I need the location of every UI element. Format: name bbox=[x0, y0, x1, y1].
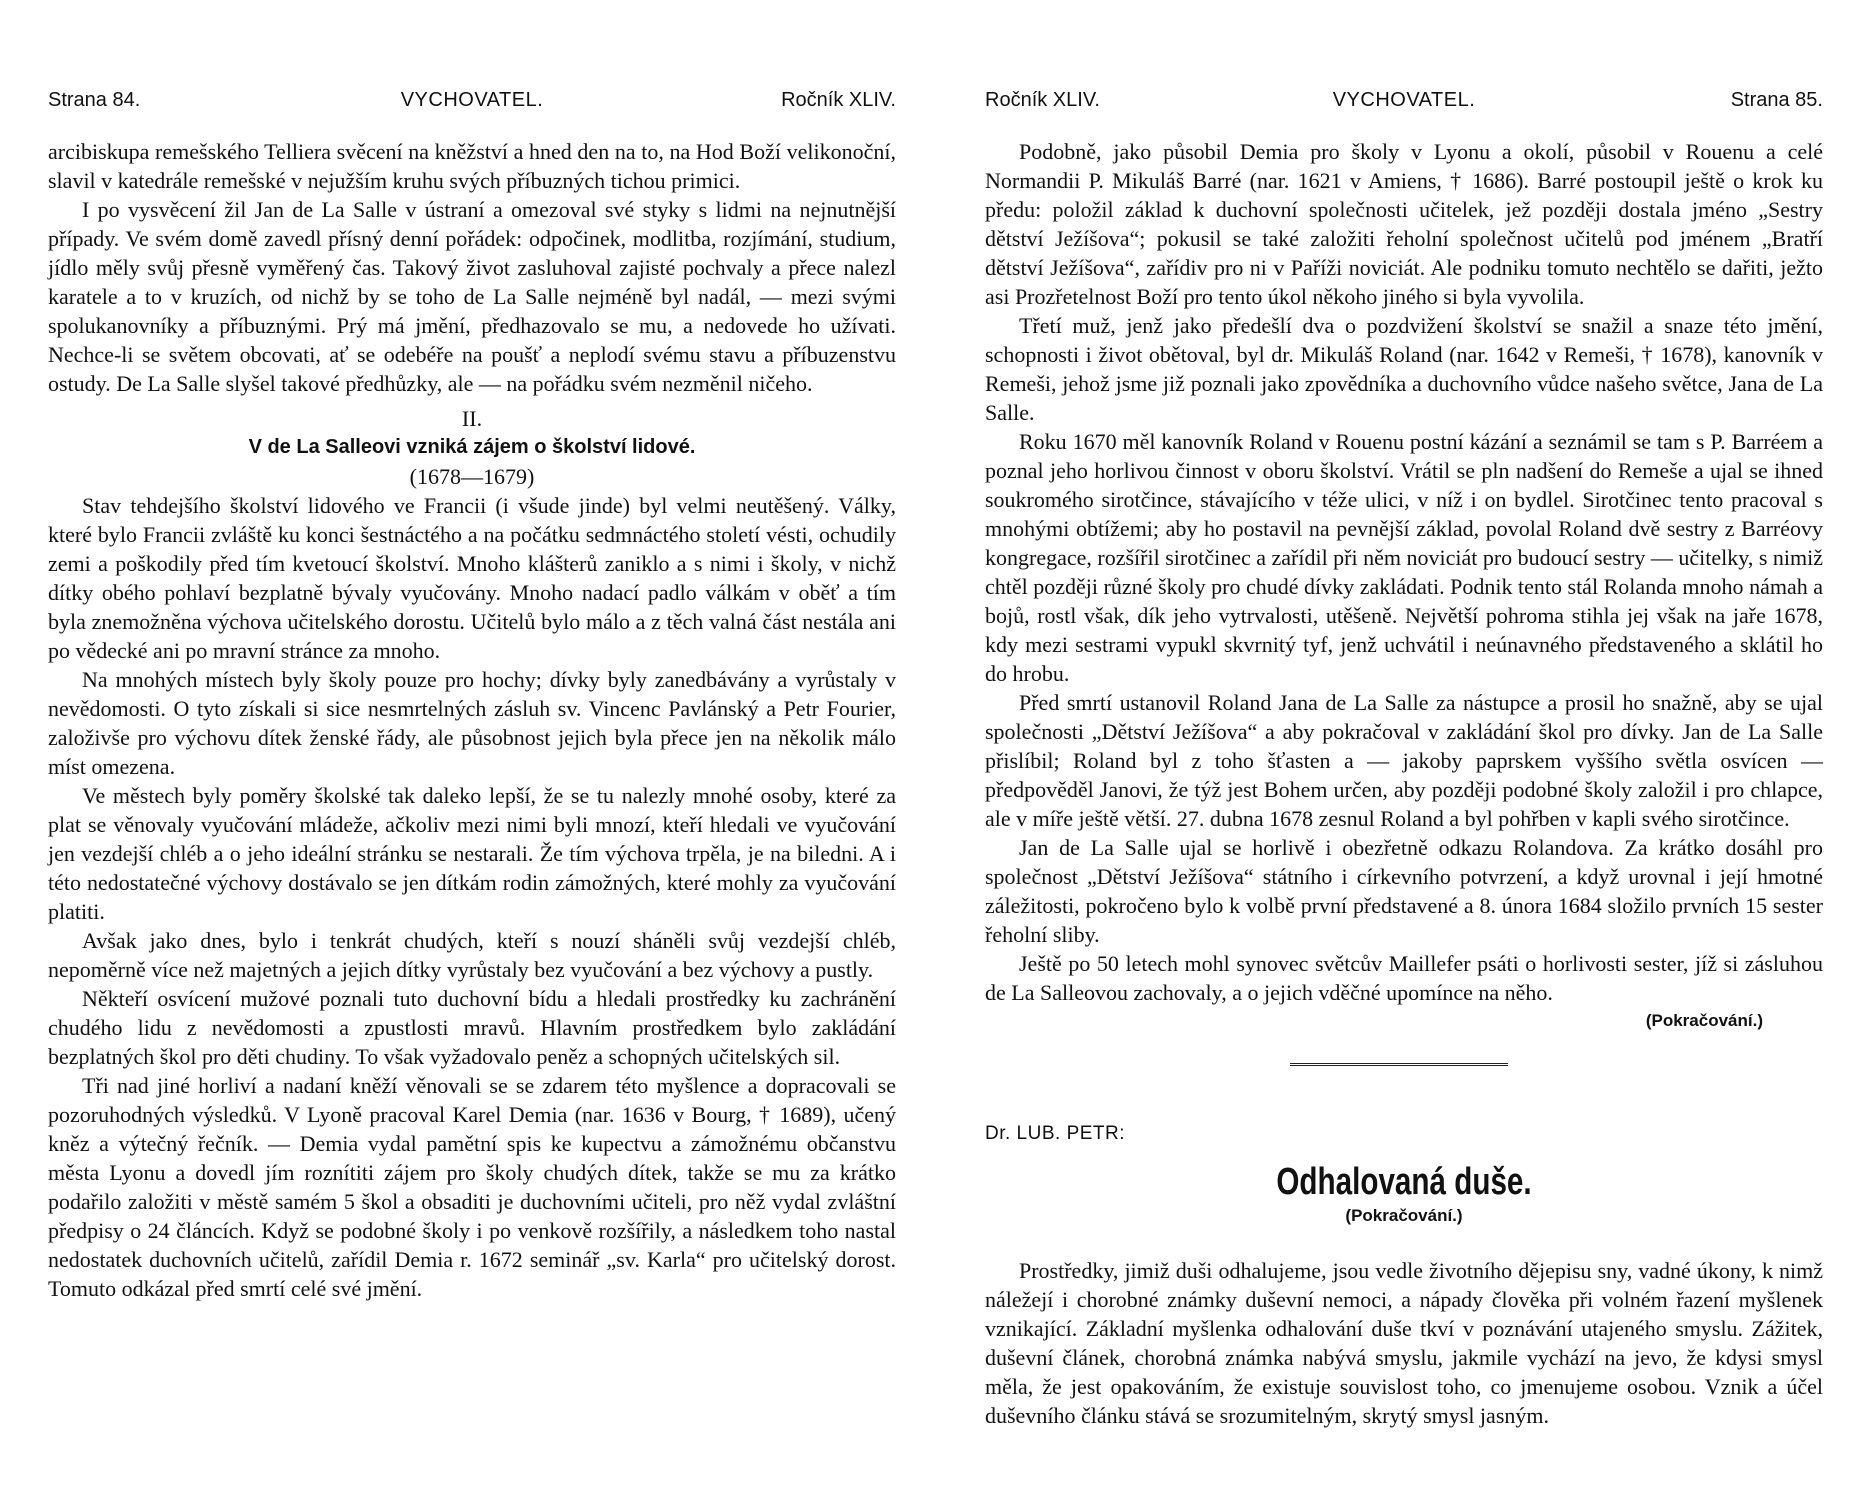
paragraph: Před smrtí ustanovil Roland Jana de La Salle za nástupce a prosil ho snažně, aby se ujal společnosti „Dětství Ježíšova“ a aby pokračoval v zakládání škol pro dívky. Jan de La Salle přislíbil; Roland byl z toho šťasten a — jakoby paprskem vyššího světla osvícen — předpověděl Janovi, že týž jest Bohem určen, aby později podobné školy založil i pro chlapce, ale v míře ještě větší. 27. dubna 1678 zesnul Roland a byl pohřben v kapli svého sirotčince. bbox=[985, 690, 1823, 831]
right-page-body bbox=[985, 137, 1823, 1430]
paragraph: Prostředky, jimiž duši odhalujeme, jsou vedle životního dějepisu sny, vadné úkony, k nimž náležejí i chorobné známky duševní nemoci, a nápady člověka při volném řazení myšlenek vznikající. Základní myšlenka odhalování duše tkví v poznávání utajeného smyslu. Zážitek, duševní článek, chorobná známka nabývá smyslu, jakmile vychází na jevo, že kdysi smysl měla, že jest opakováním, že existuje souvislost toho, co jmenujeme osobou. Vznik a účel duševního článku stává se srozumitelným, skrytý smysl jasným. bbox=[985, 1258, 1823, 1428]
article-author: Dr. LUB. PETR: bbox=[985, 1123, 1126, 1144]
paragraph: Tři nad jiné horliví a nadaní kněží věnovali se se zdarem této myšlence a dopracovali se pozoruhodných výsledků. V Lyoně pracoval Karel Demia (nar. 1636 v Bourg, † 1689), učený kněz a výtečný řečník. — Demia vydal pamětní spis ke kupectvu a zámožnému občanstvu města Lyonu a dovedl jím roznítiti zájem pro školy chudých dítek, takže se mu za krátko podařilo založiti v městě samém 5 škol a obsaditi je duchovními učiteli, pro něž vydal zvláštní předpisy o 24 článcích. Když se podobné školy i po venkově rozšířily, a následkem toho nastal nedostatek duchovních učitelů, zařídil Demia r. 1672 seminář „sv. Karla“ pro učitelský dorost. Tomuto odkázal před smrtí celé své jmění. bbox=[48, 1073, 896, 1301]
left-page-body bbox=[48, 137, 896, 1303]
right-page bbox=[985, 0, 1823, 1430]
paragraph: Třetí muž, jenž jako předešlí dva o pozdvižení školství se snažil a snaze této jmění, schopnosti i život obětoval, byl dr. Mikuláš Roland (nar. 1642 v Remeši, † 1678), kanovník v Remeši, jehož jsme již poznali jako zpovědníka a duchovního vůdce našeho světce, Jana de La Salle. bbox=[985, 313, 1823, 425]
right-volume: Ročník XLIV. bbox=[985, 89, 1100, 111]
left-journal-title: VYCHOVATEL. bbox=[400, 89, 544, 111]
left-running-head bbox=[48, 84, 896, 116]
paragraph: Ještě po 50 letech mohl synovec světcův Maillefer psáti o horlivosti sester, jíž si zásluhou de La Salleovou zachovaly, a o jejich vděčné upomínce na něho. bbox=[985, 951, 1823, 1005]
paragraph: Jan de La Salle ujal se horlivě i obezřetně odkazu Rolandova. Za krátko dosáhl pro společnost „Dětství Ježíšova“ státního i církevního potvrzení, a když urovnal i její hmotné záležitosti, pokročeno bylo k volbě první představené a 8. února 1684 složilo prvních 15 sester řeholní sliby. bbox=[985, 835, 1823, 947]
article-title: Odhalovaná duše. bbox=[1276, 1161, 1532, 1203]
paragraph: arcibiskupa remešského Telliera svěcení na kněžství a hned den na to, na Hod Boží velikonoční, slavil v katedrále remešské v nejužším kruhu svých příbuzných tichou primici. bbox=[48, 139, 896, 193]
section-title: V de La Salleovi vzniká zájem o školství lidové. bbox=[248, 436, 696, 458]
article-body bbox=[985, 1256, 1823, 1430]
right-page-number: Strana 85. bbox=[1730, 89, 1823, 111]
right-running-head bbox=[985, 84, 1823, 116]
paragraph: I po vysvěcení žil Jan de La Salle v ústraní a omezoval své styky s lidmi na nejnutnější případy. Ve svém domě zavedl přísný denní pořádek: odpočinek, modlitba, rozjímání, studium, jídlo měly svůj přesně vyměřený čas. Takový život zasluhoval zajisté pochvaly a přece nalezl karatele a to v kruzích, od nichž by se toho de La Salle nejméně byl nadál, — mezi svými spolukanovníky a příbuznými. Prý má jmění, předhazovalo se mu, a nedovede ho užívati. Nechce-li se světem obcovati, ať se odebéře na poušť a neplodí svému stavu a příbuzenstvu ostudy. De La Salle slyšel takové předhůzky, ale — na pořádku svém nezměnil ničeho. bbox=[48, 197, 896, 396]
right-journal-title: VYCHOVATEL. bbox=[1332, 89, 1476, 111]
continued-note: (Pokračování.) bbox=[1645, 1011, 1763, 1030]
left-page-number: Strana 84. bbox=[48, 89, 141, 111]
paragraph: Roku 1670 měl kanovník Roland v Rouenu postní kázání a seznámil se tam s P. Barréem a poznal jeho horlivou činnost v oboru školství. Vrátil se pln nadšení do Remeše a ujal se ihned soukromého sirotčince, stávajícího v téže ulici, v níž i on bydlel. Sirotčinec tento pracoval s mnohými obtížemi; aby ho postavil na pevnější základ, povolal Roland dvě sestry z Barréovy kongregace, rozšířil sirotčinec a zařídil při něm noviciát pro budoucí sestry — učitelky, s nimiž chtěl později různé školy pro chudé dívky zakládati. Podnik tento stál Rolanda mnoho námah a bojů, rostl však, dík jeho vytrvalosti, utěšeně. Největší pohroma stihla jej však na jaře 1678, kdy mezi sestrami vypukl skvrnitý tyf, jenž uchvátil i neúnavného představeného a sklátil ho do hrobu. bbox=[985, 429, 1823, 686]
paragraph: Ve městech byly poměry školské tak daleko lepší, že se tu nalezly mnohé osoby, které za plat se věnovaly vyučování mládeže, ačkoliv mezi nimi byli mnozí, kteří hledali ve vyučování jen vezdejší chléb a o jeho ideální stránku se nestarali. Že tím výchova trpěla, je na biledni. A i této nedostatečné výchovy dostávalo se jen dítkám rodin zámožných, které mohly za vyučování platiti. bbox=[48, 783, 896, 924]
left-page bbox=[48, 0, 896, 1303]
paragraph: Avšak jako dnes, bylo i tenkrát chudých, kteří s nouzí sháněli svůj vezdejší chléb, nepoměrně více než majetných a jejich dítky vyrůstaly bez vyučování a bez výchovy a pustly. bbox=[48, 928, 896, 982]
paragraph: Na mnohých místech byly školy pouze pro hochy; dívky byly zanedbávány a vyrůstaly v nevědomosti. O tyto získali si sice nesmrtelných zásluh sv. Vincenc Pavlánský a Petr Fourier, založivše pro výchovu dítek ženské řády, ale působnost jejich byla přece jen na několik málo míst omezena. bbox=[48, 667, 896, 779]
section-number: II. bbox=[461, 406, 483, 431]
section-divider bbox=[985, 1035, 1823, 1095]
article-subtitle: (Pokračování.) bbox=[1345, 1206, 1463, 1225]
section-years: (1678—1679) bbox=[409, 464, 535, 489]
divider-rule bbox=[1290, 1063, 1508, 1068]
paragraph: Někteří osvícení mužové poznali tuto duchovní bídu a hledali prostředky ku zachránění chudého lidu z nevědomosti a zpustlosti mravů. Hlavním prostředkem bylo zakládání bezplatných škol pro děti chudiny. To však vyžadovalo peněz a schopných učitelských sil. bbox=[48, 986, 896, 1069]
paragraph: Podobně, jako působil Demia pro školy v Lyonu a okolí, působil v Rouenu a celé Normandii P. Mikuláš Barré (nar. 1621 v Amiens, † 1686). Barré postoupil ještě o krok ku předu: položil základ k duchovní společnosti učitelek, jež později dostala jméno „Sestry dětství Ježíšova“; pokusil se také založiti řeholní společnost učitelů pod jménem „Bratří dětství Ježíšova“, zařídiv pro ni v Paříži noviciát. Ale podniku tomuto nechtělo se dařiti, ježto asi Prozřetelnost Boží pro tento úkol někoho jiného si byla vyvolila. bbox=[985, 139, 1823, 309]
paragraph: Stav tehdejšího školství lidového ve Francii (i všude jinde) byl velmi neutěšený. Války, které bylo Francii zvláště ku konci šestnáctého a na počátku sedmnáctého století vésti, ochudily zemi a poškodily před tím kvetoucí školství. Mnoho klášterů zaniklo a s nimi i školy, v nichž dítky obého pohlaví bezplatně bývaly vyučovány. Mnoho nadací padlo válkám v oběť a tím byla znemožněna výchova učitelského dorostu. Učitelů bylo málo a z těch valná část nestála ani po vědecké ani po mravní stránce za mnoho. bbox=[48, 493, 896, 663]
left-volume: Ročník XLIV. bbox=[781, 89, 896, 111]
